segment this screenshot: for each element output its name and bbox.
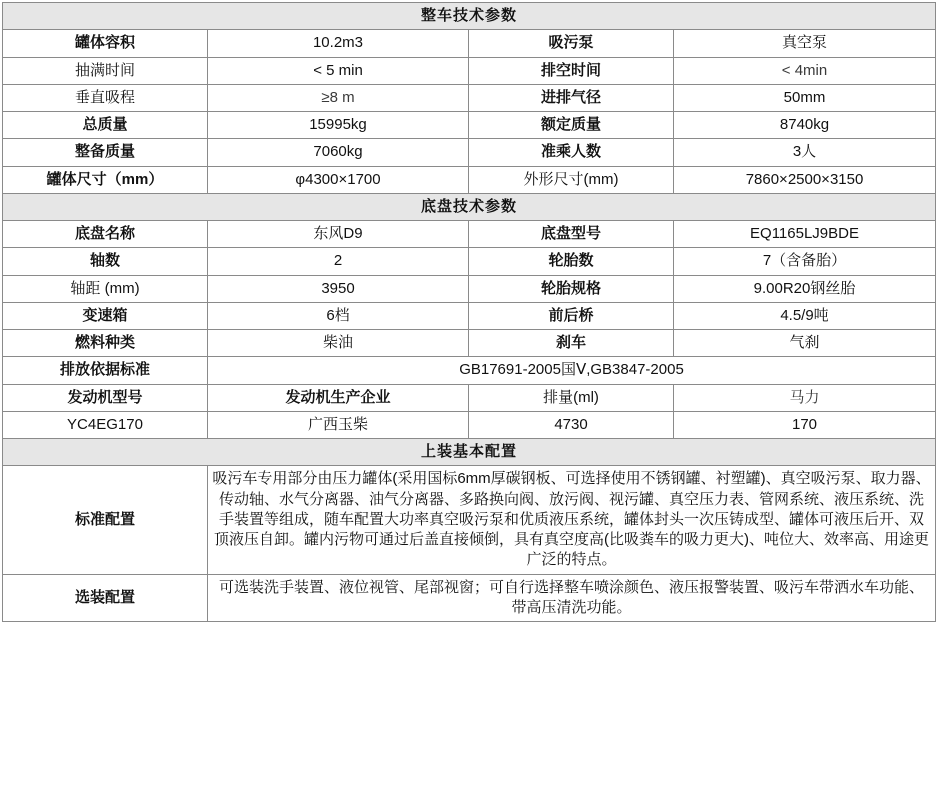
row-value-empty-time: < 4min: [674, 57, 936, 84]
row-label-chassis-model: 底盘型号: [469, 221, 674, 248]
row-value-brake: 气刹: [674, 330, 936, 357]
row-value-tank-capacity: 10.2m3: [208, 30, 469, 57]
row-label-standard-config: 标准配置: [3, 466, 208, 574]
row-value-chassis-model: EQ1165LJ9BDE: [674, 221, 936, 248]
row-value-standard-config: 吸污车专用部分由压力罐体(采用国标6mm厚碳钢板、可选择使用不锈钢罐、衬塑罐)、真空吸污泵、取力器、传动轴、水气分离器、油气分离器、多路换向阀、放污阀、视污罐、真空压力表、管网系统、液压系统、洗手装置等组成，随车配置大功率真空吸污泵和优质液压系统，罐体封头一次压铸成型、罐体可液压后开、双顶液压自卸。罐内污物可通过后盖直接倾倒，具有真空度高(比吸粪车的吸力更大)、吨位大、效率高、用途更广泛的特点。: [208, 466, 936, 574]
table-row: [3, 84, 936, 111]
row-value-fill-time: < 5 min: [208, 57, 469, 84]
row-value-engine-maker: 广西玉柴: [208, 411, 469, 438]
row-value-fuel-type: 柴油: [208, 330, 469, 357]
row-value-axle-count: 2: [208, 248, 469, 275]
table-row: [3, 330, 936, 357]
section-title-vehicle: 整车技术参数: [3, 3, 936, 30]
row-label-emission-standard: 排放依据标准: [3, 357, 208, 384]
row-value-intake-diameter: 50mm: [674, 84, 936, 111]
table-row: [3, 139, 936, 166]
row-label-tire-spec: 轮胎规格: [469, 275, 674, 302]
row-value-gearbox: 6档: [208, 302, 469, 329]
row-label-tank-capacity: 罐体容积: [3, 30, 208, 57]
row-label-seating-capacity: 准乘人数: [469, 139, 674, 166]
row-label-vertical-lift: 垂直吸程: [3, 84, 208, 111]
row-label-gross-mass: 总质量: [3, 112, 208, 139]
row-label-overall-dimensions: 外形尺寸(mm): [469, 166, 674, 193]
row-label-fuel-type: 燃料种类: [3, 330, 208, 357]
row-label-intake-diameter: 进排气径: [469, 84, 674, 111]
row-value-tank-dimensions: φ4300×1700: [208, 166, 469, 193]
row-value-emission-standard: GB17691-2005国Ⅴ,GB3847-2005: [208, 357, 936, 384]
table-row: [3, 57, 936, 84]
row-label-axles: 前后桥: [469, 302, 674, 329]
section-header-row-vehicle: [3, 3, 936, 30]
row-value-seating-capacity: 3人: [674, 139, 936, 166]
row-label-axle-count: 轴数: [3, 248, 208, 275]
table-row: [3, 384, 936, 411]
row-value-optional-config: 可选装洗手装置、液位视管、尾部视窗；可自行选择整车喷涂颜色、液压报警装置、吸污车带洒水车功能、带高压清洗功能。: [208, 574, 936, 622]
row-value-engine-model: YC4EG170: [3, 411, 208, 438]
row-value-wheelbase: 3950: [208, 275, 469, 302]
table-row: [3, 574, 936, 622]
table-row: [3, 357, 936, 384]
row-value-tire-spec: 9.00R20钢丝胎: [674, 275, 936, 302]
section-title-upper: 上装基本配置: [3, 439, 936, 466]
row-value-axles: 4.5/9吨: [674, 302, 936, 329]
row-label-engine-maker: 发动机生产企业: [208, 384, 469, 411]
row-value-horsepower: 170: [674, 411, 936, 438]
row-value-tire-count: 7（含备胎）: [674, 248, 936, 275]
row-value-overall-dimensions: 7860×2500×3150: [674, 166, 936, 193]
row-label-chassis-name: 底盘名称: [3, 221, 208, 248]
table-row: [3, 466, 936, 574]
row-value-gross-mass: 15995kg: [208, 112, 469, 139]
section-header-row-upper: [3, 439, 936, 466]
table-row: [3, 112, 936, 139]
row-label-tank-dimensions: 罐体尺寸（mm）: [3, 166, 208, 193]
row-label-horsepower: 马力: [674, 384, 936, 411]
row-label-wheelbase: 轴距 (mm): [3, 275, 208, 302]
table-body: [3, 3, 936, 622]
row-value-chassis-name: 东风D9: [208, 221, 469, 248]
section-header-row-chassis: [3, 193, 936, 220]
row-value-rated-mass: 8740kg: [674, 112, 936, 139]
row-label-engine-model: 发动机型号: [3, 384, 208, 411]
section-title-chassis: 底盘技术参数: [3, 193, 936, 220]
row-label-displacement: 排量(ml): [469, 384, 674, 411]
row-label-suction-pump: 吸污泵: [469, 30, 674, 57]
row-label-tire-count: 轮胎数: [469, 248, 674, 275]
row-label-fill-time: 抽满时间: [3, 57, 208, 84]
table-row: [3, 30, 936, 57]
table-row: [3, 275, 936, 302]
row-value-vertical-lift: ≥8 m: [208, 84, 469, 111]
table-row: [3, 248, 936, 275]
table-row: [3, 166, 936, 193]
table-row: [3, 411, 936, 438]
row-label-curb-mass: 整备质量: [3, 139, 208, 166]
table-row: [3, 302, 936, 329]
row-label-brake: 刹车: [469, 330, 674, 357]
specification-table: [2, 2, 936, 622]
row-value-suction-pump: 真空泵: [674, 30, 936, 57]
table-row: [3, 221, 936, 248]
row-value-displacement: 4730: [469, 411, 674, 438]
row-label-empty-time: 排空时间: [469, 57, 674, 84]
row-label-rated-mass: 额定质量: [469, 112, 674, 139]
row-value-curb-mass: 7060kg: [208, 139, 469, 166]
row-label-gearbox: 变速箱: [3, 302, 208, 329]
row-label-optional-config: 选装配置: [3, 574, 208, 622]
